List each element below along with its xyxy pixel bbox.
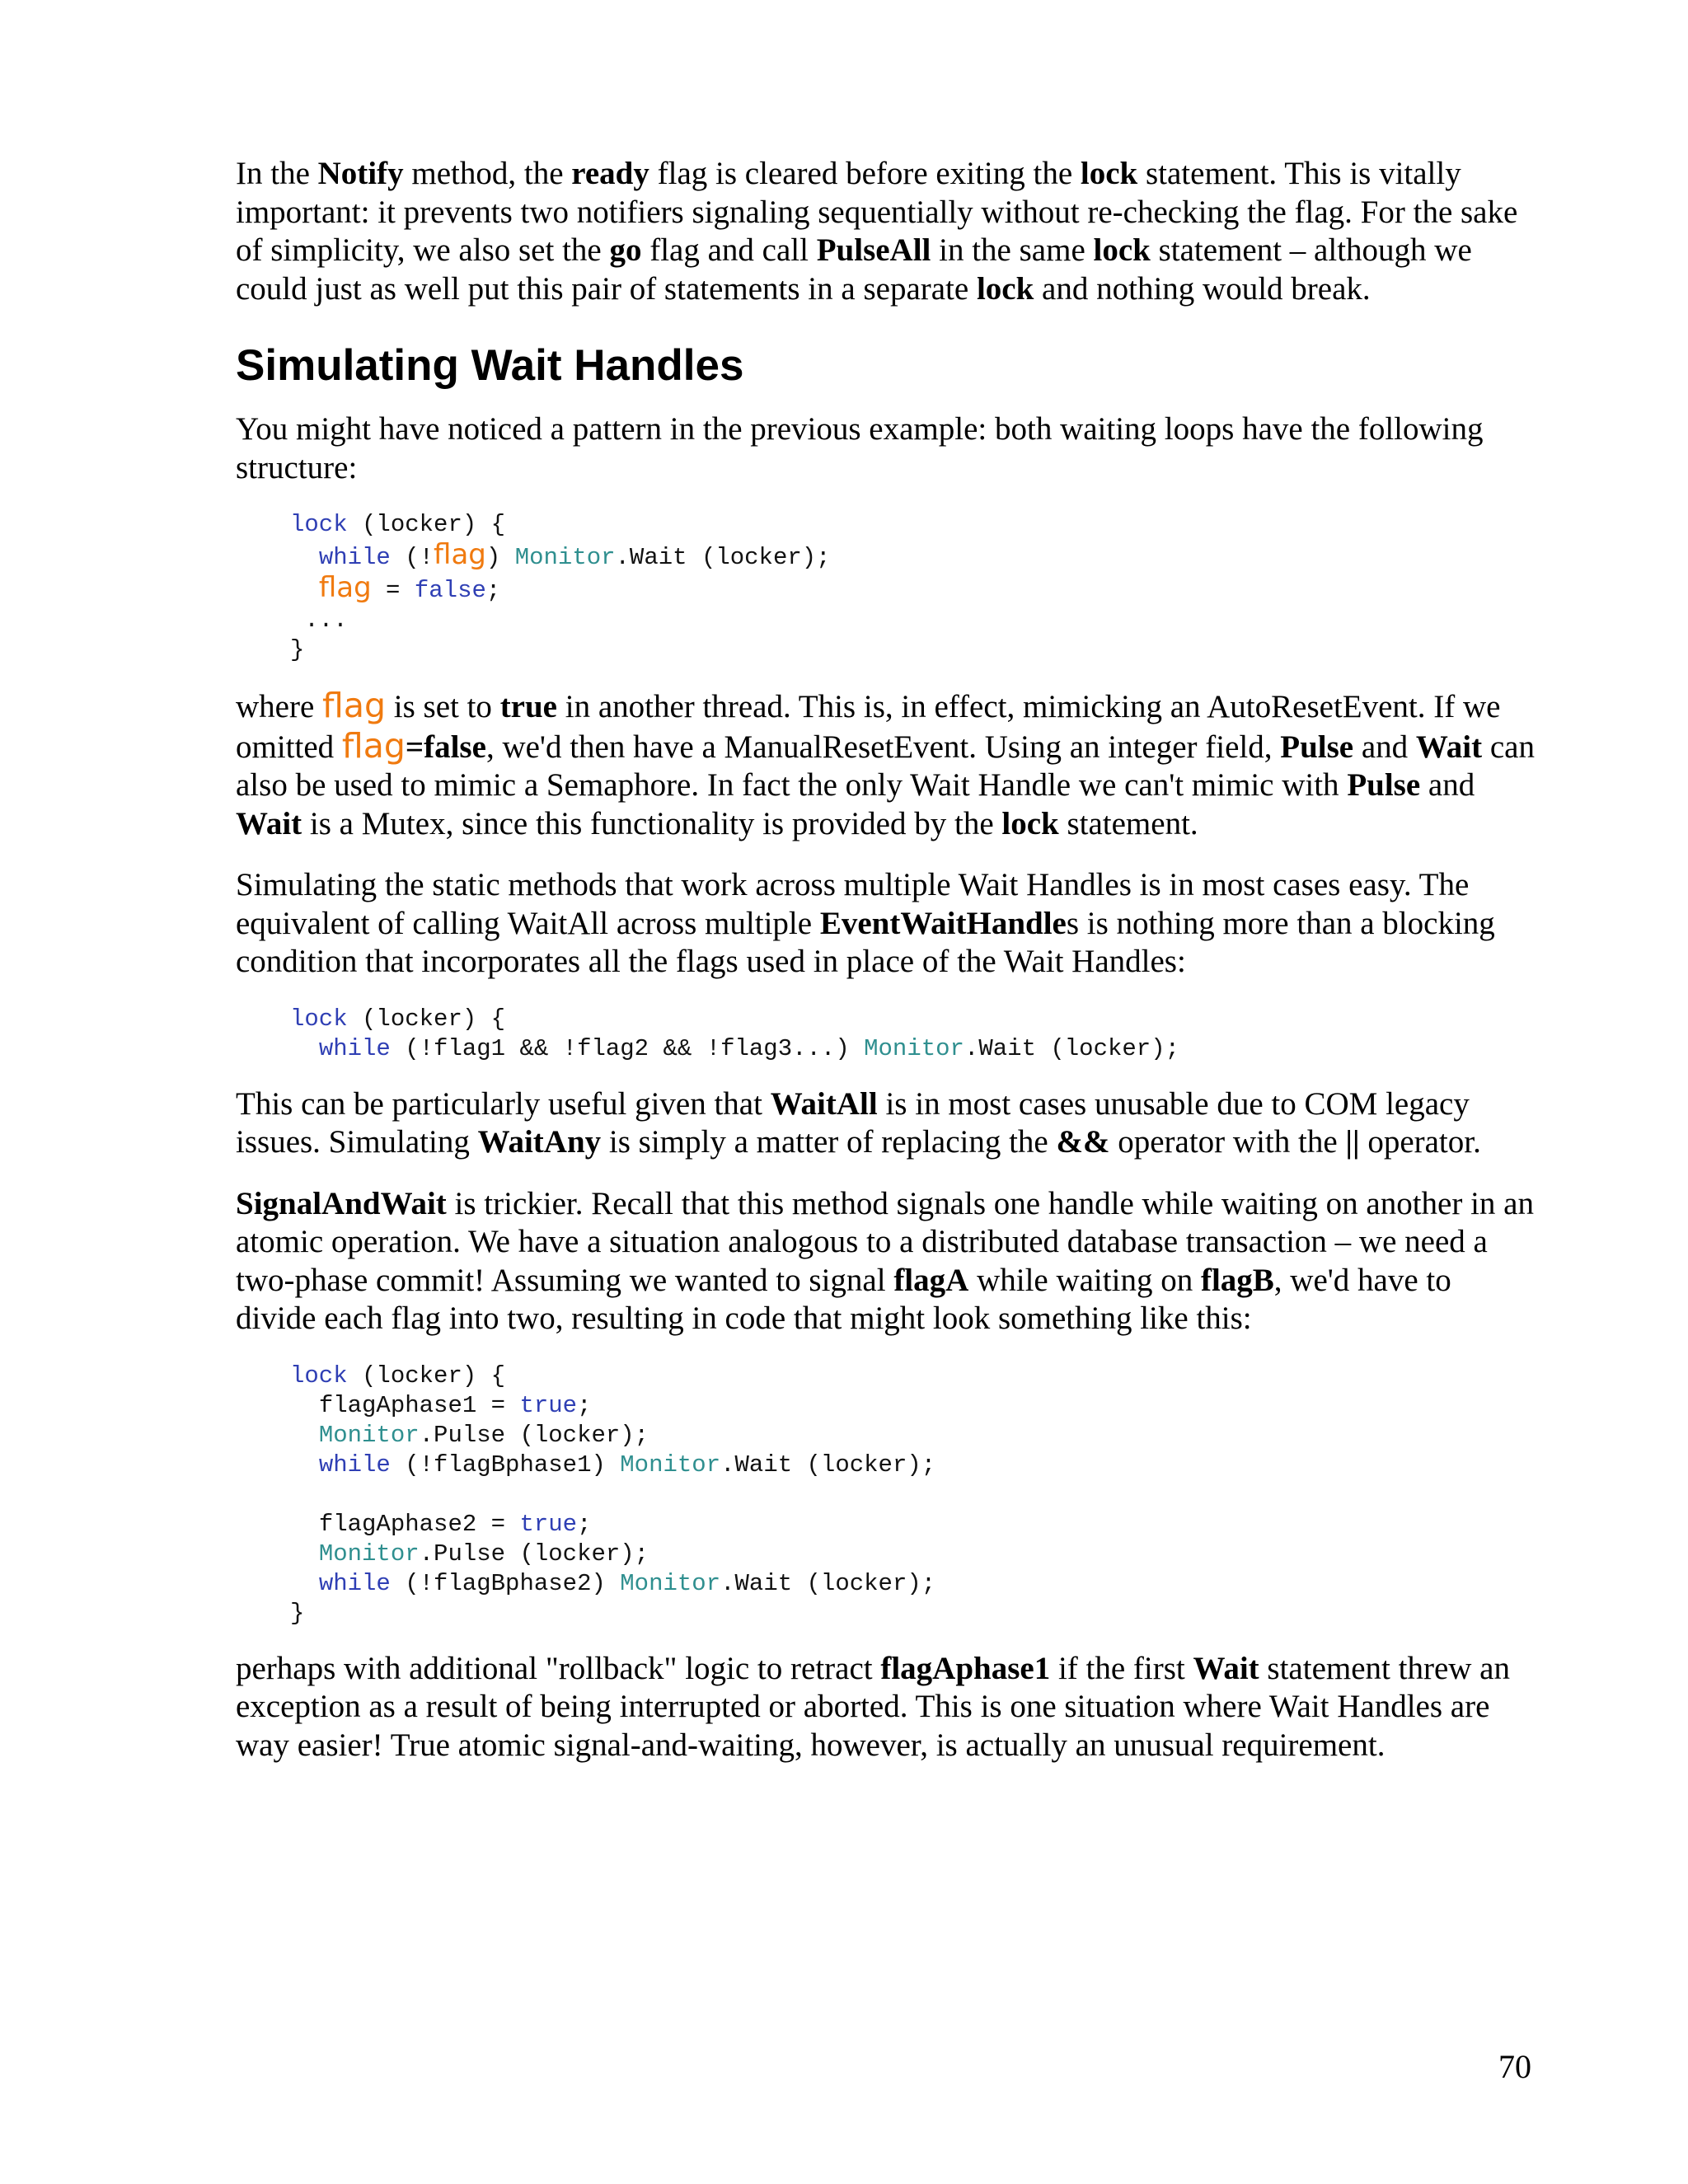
paragraph-static-methods: Simulating the static methods that work across multiple Wait Handles is in most cases easy. The equivalent of calling WaitAll across multiple EventWaitHandles is nothing more than a blocking condition that incorporates all the flags used in place of the Wait Handles: [236,867,1495,979]
page-content [236,155,1538,1788]
code-block-two-phase: lock (locker) { flagAphase1 = true; Monitor.Pulse (locker); while (!flagBphase1) Monitor.Wait (locker); flagAphase2 = true; Monitor.Pulse (locker); while (!flagBphase2) Monitor.Wait (locker); } [290,1361,936,1627]
paragraph-flag: where flag is set to true in another thread. This is, in effect, mimicking an AutoResetEvent. If we omitted flag=false, we'd then have a ManualResetEvent. Using an integer field, Pulse and Wait can also be used to mimic a Semaphore. In fact the only Wait Handle we can't mimic with Pulse and Wait is a Mutex, since this functionality is provided by the lock statement. [236,686,1535,841]
page-number: 70 [1498,2048,1531,2085]
paragraph-pattern: You might have noticed a pattern in the previous example: both waiting loops have the following structure: [236,411,1484,485]
code-block-waitall: lock (locker) { while (!flag1 && !flag2 && !flag3...) Monitor.Wait (locker); [290,1005,1179,1062]
code-block-wait-loop: lock (locker) { while (!flag) Monitor.Wait (locker); flag = false; ... } [290,511,831,663]
paragraph-waitall: This can be particularly useful given that WaitAll is in most cases unusable due to COM legacy issues. Simulating WaitAny is simply a matter of replacing the && operator with the || operator. [236,1085,1481,1160]
paragraph-rollback: perhaps with additional "rollback" logic to retract flagAphase1 if the first Wait statement threw an exception as a result of being interrupted or aborted. This is one situation where Wait Handles are way easier! True atomic signal-and-waiting, however, is actually an unusual requirement. [236,1650,1510,1763]
paragraph-signalandwait: SignalAndWait is trickier. Recall that this method signals one handle while waiting on another in an atomic operation. We have a situation analogous to a distributed database transaction – we need a two-phase commit! Assuming we wanted to signal flagA while waiting on flagB, we'd have to divide each flag into two, resulting in code that might look something like this: [236,1185,1534,1336]
paragraph-notify: In the Notify method, the ready flag is cleared before exiting the lock statement. This is vitally important: it prevents two notifiers signaling sequentially without re-checking the flag. For the sake of simplicity, we also set the go flag and call PulseAll in the same lock statement – although we could just as well put this pair of statements in a separate lock and nothing would break. [236,156,1518,307]
section-heading: Simulating Wait Handles [236,341,744,390]
